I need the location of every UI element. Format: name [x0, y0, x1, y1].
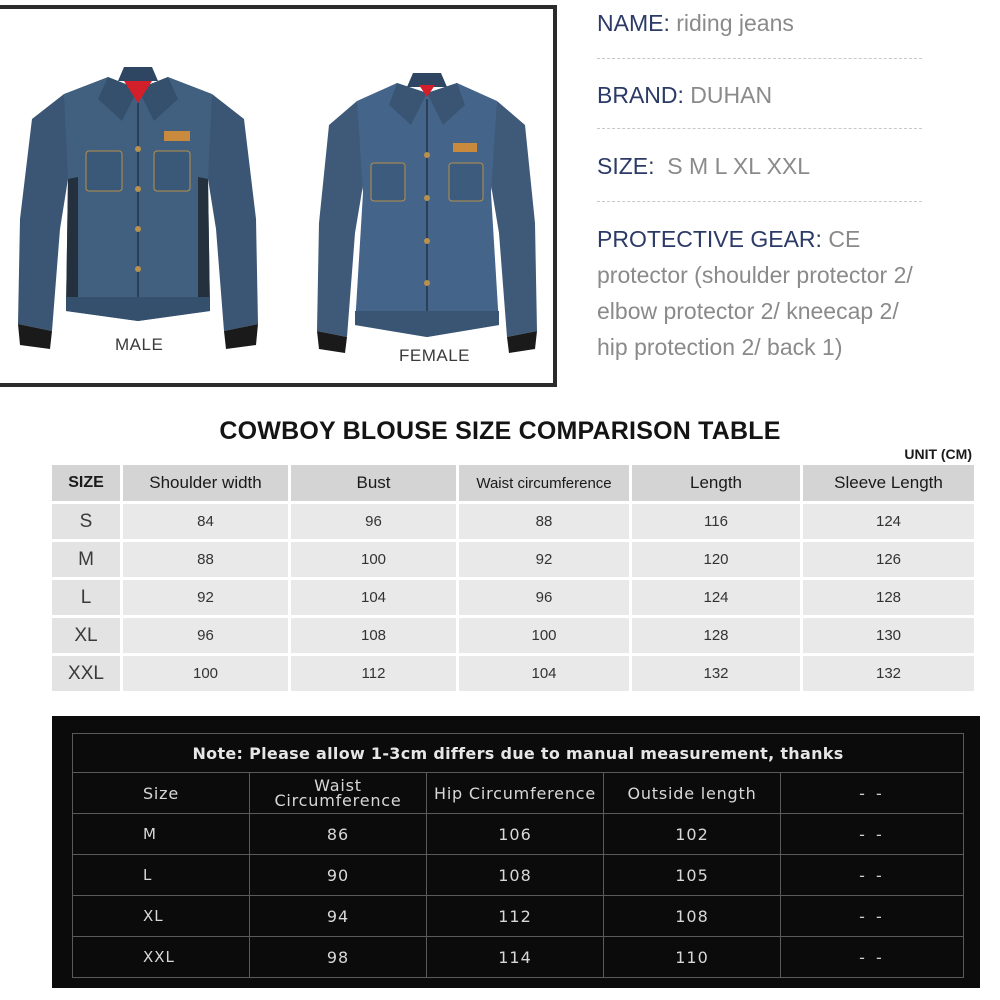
table-cell: 88	[459, 504, 629, 539]
table-cell: - -	[781, 896, 964, 937]
spec-name-label: NAME:	[597, 10, 670, 36]
spec-divider	[597, 201, 922, 202]
size-cell: XXL	[73, 937, 250, 978]
table-row	[73, 937, 964, 978]
table-cell: 94	[250, 896, 427, 937]
table-cell: 112	[427, 896, 604, 937]
table-cell: 98	[250, 937, 427, 978]
table-row	[52, 542, 974, 577]
size-table-title: COWBOY BLOUSE SIZE COMPARISON TABLE	[219, 417, 781, 445]
table-cell: 96	[123, 618, 288, 653]
header-waist: Waist circumference	[459, 465, 629, 501]
size-comparison-table	[49, 462, 977, 694]
header-hip-circumference: Hip Circumference	[427, 773, 604, 814]
table-cell: 88	[123, 542, 288, 577]
size-cell: XL	[52, 618, 120, 653]
table-cell: 96	[291, 504, 456, 539]
table-row	[73, 896, 964, 937]
pants-size-table	[72, 733, 964, 978]
header-bust: Bust	[291, 465, 456, 501]
size-table-header-row	[52, 465, 974, 501]
table-row	[73, 814, 964, 855]
size-cell: S	[52, 504, 120, 539]
spec-gear-value: CE protector (shoulder protector 2/ elbow protector 2/ kneecap 2/ hip protection 2/ back 1)	[597, 226, 913, 360]
measurement-note: Note: Please allow 1-3cm differs due to manual measurement, thanks	[73, 734, 964, 773]
table-cell: - -	[781, 855, 964, 896]
male-caption: MALE	[115, 335, 164, 354]
size-cell: M	[52, 542, 120, 577]
size-cell: L	[52, 580, 120, 615]
spec-brand-label: BRAND:	[597, 82, 684, 108]
table-cell: 108	[427, 855, 604, 896]
header-waist-circumference: Waist Circumference	[250, 773, 427, 814]
spec-size	[597, 148, 927, 184]
spec-divider	[597, 58, 922, 59]
table-cell: 128	[632, 618, 800, 653]
spec-size-value: S M L XL XXL	[654, 153, 811, 179]
table-row	[52, 618, 974, 653]
spec-protective-gear	[597, 221, 932, 365]
table-cell: 126	[803, 542, 974, 577]
header-length: Length	[632, 465, 800, 501]
table-cell: 116	[632, 504, 800, 539]
spec-size-label: SIZE:	[597, 153, 655, 179]
spec-name	[597, 5, 927, 41]
header-size: Size	[73, 773, 250, 814]
spec-gear-label: PROTECTIVE GEAR:	[597, 226, 822, 252]
table-cell: 110	[604, 937, 781, 978]
table-cell: 102	[604, 814, 781, 855]
table-cell: 112	[291, 656, 456, 691]
table-cell: 84	[123, 504, 288, 539]
female-caption: FEMALE	[399, 346, 471, 365]
header-shoulder-width: Shoulder width	[123, 465, 288, 501]
table-cell: 132	[632, 656, 800, 691]
table-cell: 86	[250, 814, 427, 855]
size-cell: XXL	[52, 656, 120, 691]
table-row	[52, 580, 974, 615]
table-cell: 124	[803, 504, 974, 539]
spec-brand-value: DUHAN	[683, 82, 773, 108]
pants-size-panel	[52, 716, 980, 988]
header-placeholder: - -	[781, 773, 964, 814]
table-cell: - -	[781, 814, 964, 855]
table-cell: 104	[291, 580, 456, 615]
table-cell: 108	[291, 618, 456, 653]
table-cell: 96	[459, 580, 629, 615]
table-cell: 114	[427, 937, 604, 978]
table-cell: 108	[604, 896, 781, 937]
table-row	[52, 504, 974, 539]
table-cell: 130	[803, 618, 974, 653]
product-photo-box	[0, 5, 557, 387]
size-cell: L	[73, 855, 250, 896]
table-row	[73, 855, 964, 896]
table-cell: 132	[803, 656, 974, 691]
table-cell: 105	[604, 855, 781, 896]
table-cell: 128	[803, 580, 974, 615]
size-cell: M	[73, 814, 250, 855]
table-cell: 92	[123, 580, 288, 615]
table-cell: 124	[632, 580, 800, 615]
spec-brand	[597, 77, 927, 113]
female-jacket-image	[311, 63, 543, 355]
table-row	[52, 656, 974, 691]
table-cell: 90	[250, 855, 427, 896]
table-cell: 106	[427, 814, 604, 855]
table-cell: - -	[781, 937, 964, 978]
table-cell: 120	[632, 542, 800, 577]
table-cell: 100	[291, 542, 456, 577]
spec-name-value: riding jeans	[669, 10, 794, 36]
table-cell: 100	[123, 656, 288, 691]
table-cell: 92	[459, 542, 629, 577]
header-sleeve-length: Sleeve Length	[803, 465, 974, 501]
size-cell: XL	[73, 896, 250, 937]
spec-divider	[597, 128, 922, 129]
male-jacket-image	[12, 59, 264, 354]
table-cell: 104	[459, 656, 629, 691]
unit-label: UNIT (CM)	[904, 446, 972, 462]
table-cell: 100	[459, 618, 629, 653]
header-size: SIZE	[52, 465, 120, 501]
header-outside-length: Outside length	[604, 773, 781, 814]
